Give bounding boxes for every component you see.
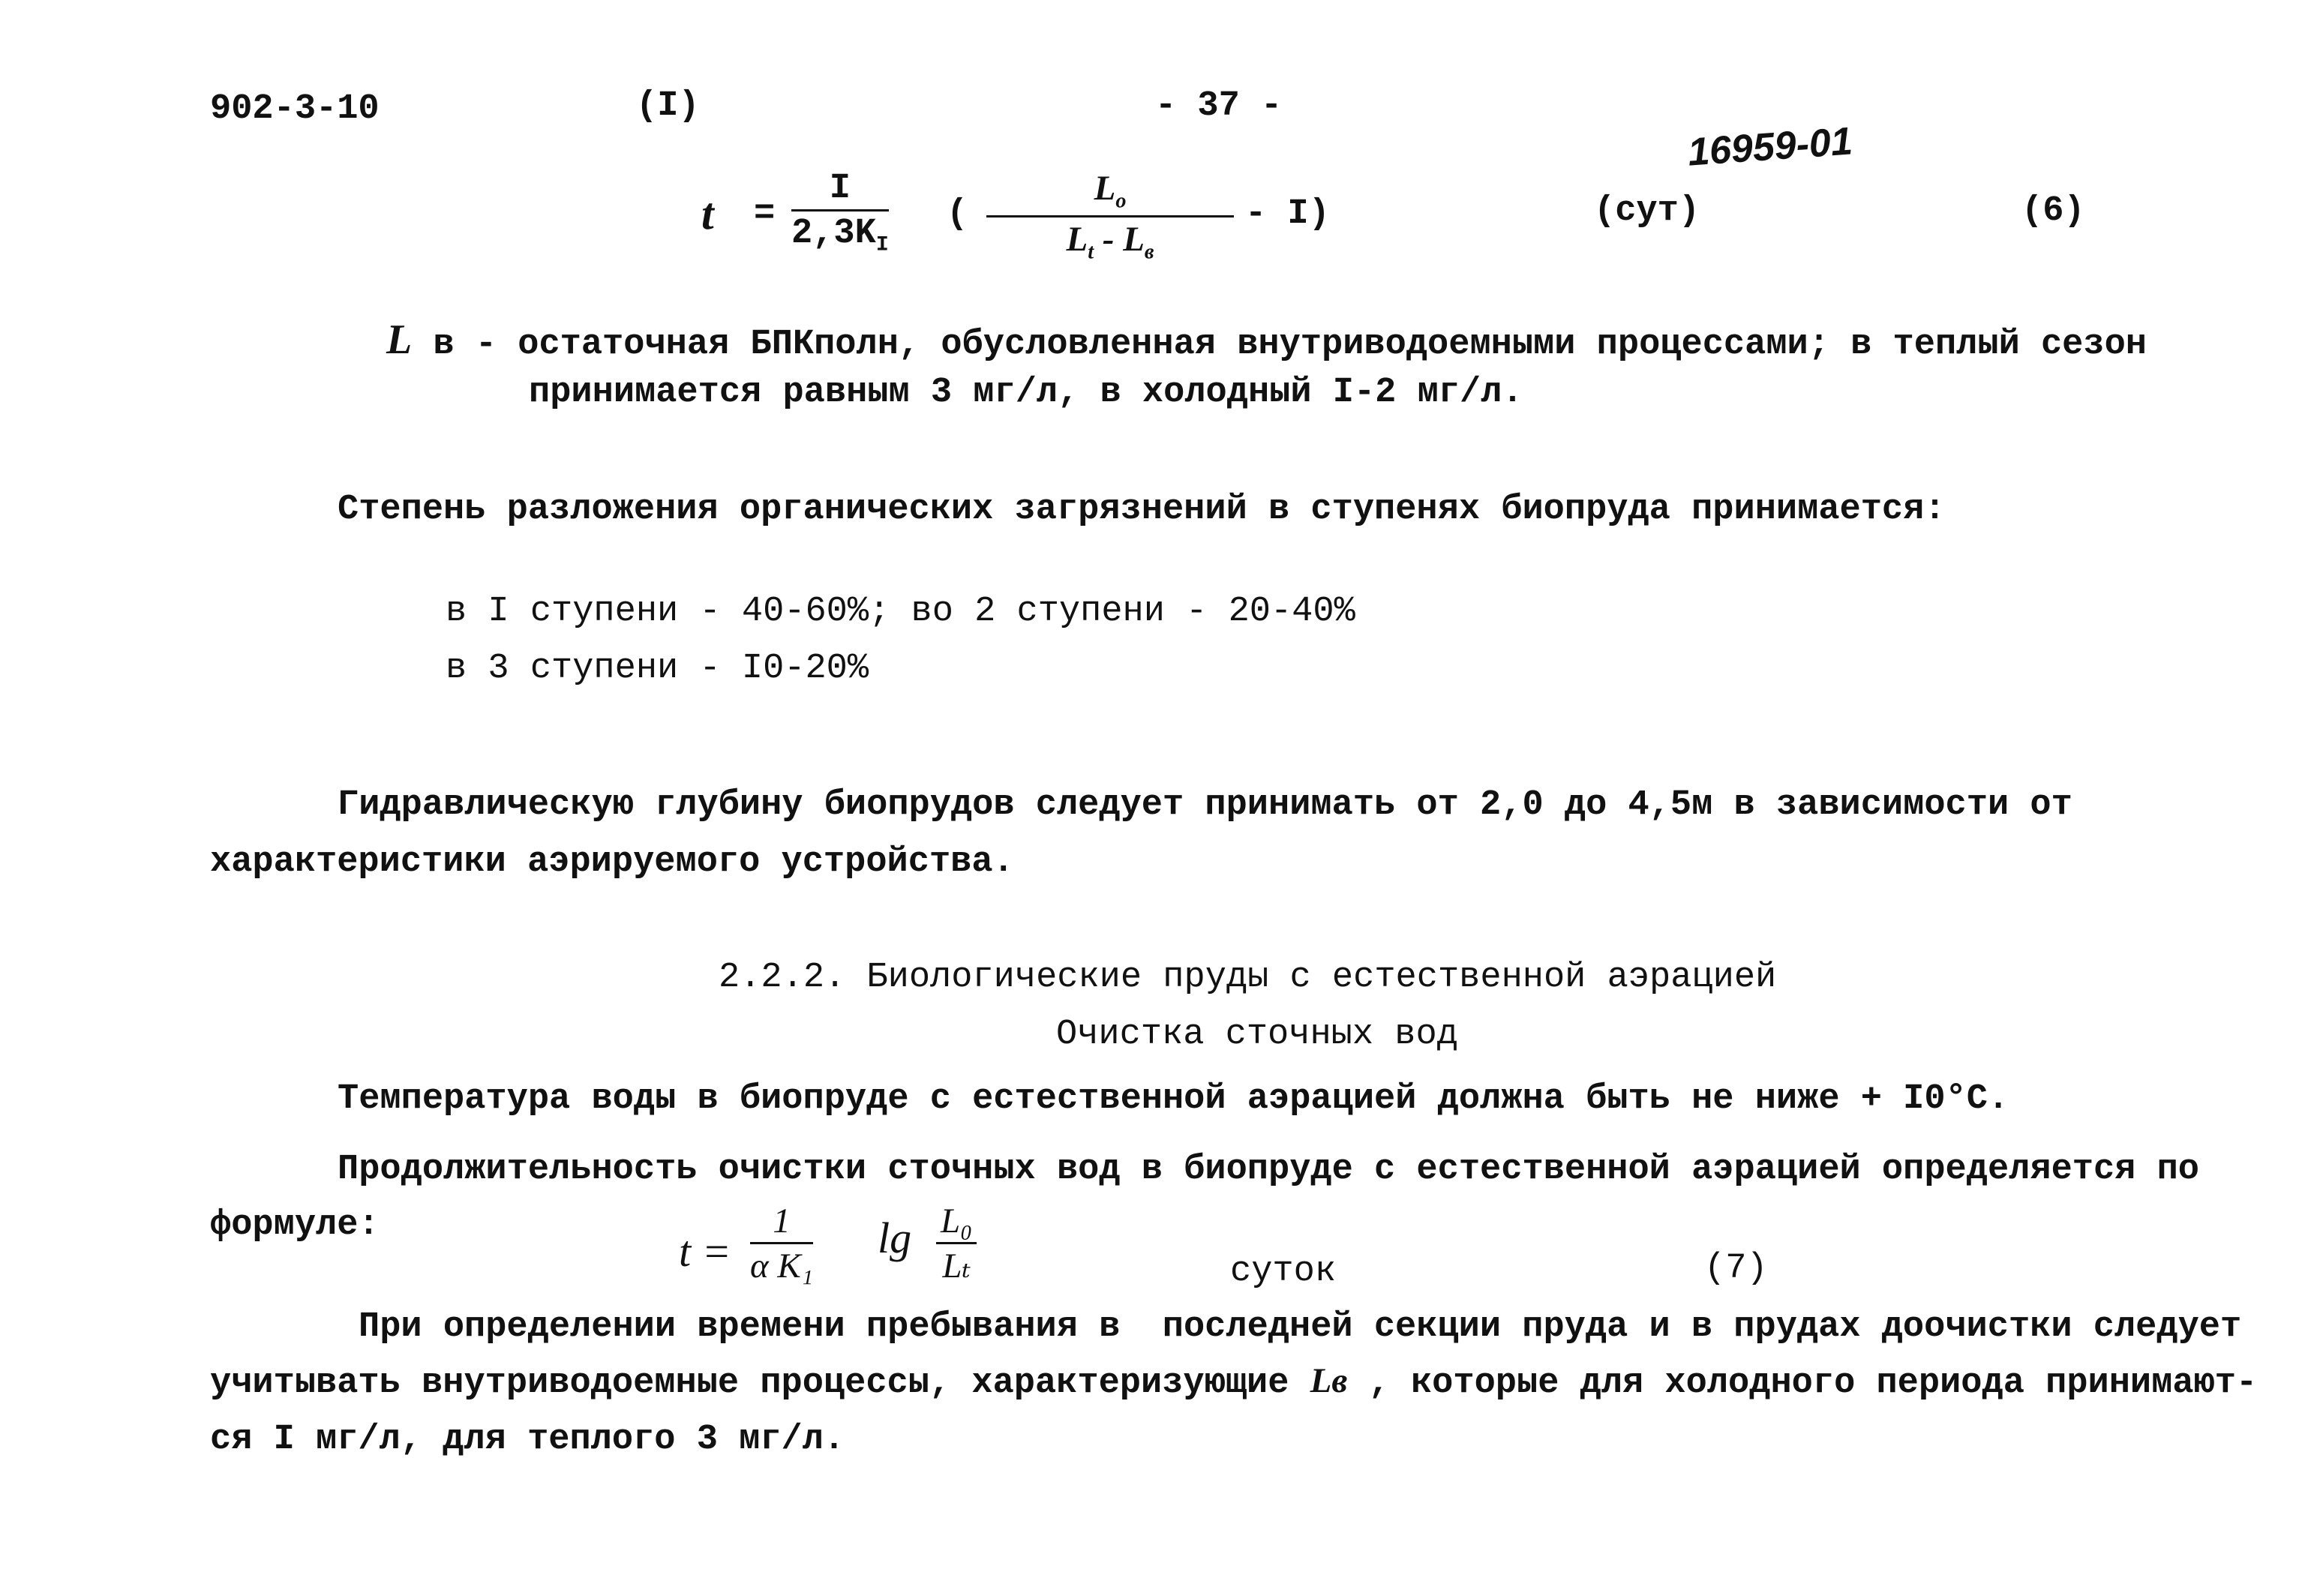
den-sub1: t: [1088, 239, 1094, 263]
duration-line-2: формуле:: [210, 1205, 380, 1245]
minus-one: - I): [1245, 194, 1330, 234]
degree-intro: Степень разложения органических загрязнений в ступенях биопруда принимается:: [338, 490, 1946, 530]
formula7-number: (7): [1704, 1249, 1768, 1288]
num-L: L: [1094, 169, 1116, 208]
formula7-coef: [750, 1204, 813, 1284]
den-minus: -: [1094, 219, 1124, 259]
page-number: - 37 -: [1155, 86, 1283, 126]
coef-denominator: 2,3K: [791, 214, 876, 254]
den-L2: L: [1123, 219, 1145, 259]
coef7-den: α K₁: [750, 1246, 814, 1286]
duration-line-1: Продолжительность очистки сточных вод в биопруде с естественной аэрацией определяется по: [338, 1150, 2200, 1190]
formula-number: (6): [2021, 191, 2085, 231]
definition-line-2: принимается равным 3 мг/л, в холодный I-2 мг/л.: [529, 373, 1523, 412]
closing-text-b: , которые для холодного периода принимают-: [1347, 1364, 2258, 1403]
degree-line: в I ступени - 40-60%; во 2 ступени - 20-40%: [446, 592, 1355, 632]
coefficient-fraction: [791, 171, 889, 256]
formula7-log: lg: [878, 1214, 912, 1262]
coef-sub: I: [875, 233, 889, 257]
closing-line-3: ся I мг/л, для теплого 3 мг/л.: [210, 1420, 845, 1460]
depth-line-2: характеристики аэрируемого устройства.: [210, 842, 1014, 882]
definition-text: в - остаточная БПКполн, обусловленная внутриводоемными процессами; в теплый сезон: [412, 325, 2147, 364]
formula7-lhs: t =: [679, 1227, 731, 1276]
closing-line-1: При определении времени пребывания в последней секции пруда и в прудах доочистки следует: [359, 1307, 2242, 1347]
formula-eq: =: [754, 194, 776, 234]
formula-lhs: t: [701, 189, 714, 238]
den-sub2: в: [1144, 239, 1154, 263]
archive-stamp: 16959-01: [1686, 119, 1854, 175]
symbol-L: L: [386, 316, 413, 363]
closing-line-2: [210, 1361, 2258, 1403]
open-paren: (: [947, 194, 968, 234]
section-subtitle: Очистка сточных вод: [1056, 1015, 1458, 1054]
formula7-fraction: [936, 1204, 977, 1284]
depth-line-1: Гидравлическую глубину биопрудов следует принимать от 2,0 до 4,5м в зависимости от: [338, 785, 2072, 825]
frac7-den: Lₜ: [942, 1246, 971, 1286]
coef-numerator: I: [791, 171, 889, 212]
definition-line-1: [386, 316, 2147, 364]
den-L1: L: [1066, 219, 1088, 259]
frac7-num: L₀: [936, 1204, 977, 1244]
degree-line: в 3 ступени - I0-20%: [446, 649, 869, 688]
bod-fraction: [986, 171, 1234, 262]
volume-number: (I): [636, 86, 700, 126]
formula7-unit: суток: [1230, 1252, 1337, 1292]
symbol-Lb: Lв: [1310, 1361, 1348, 1400]
coef7-num: 1: [750, 1204, 813, 1244]
closing-text-a: учитывать внутриводоемные процессы, характеризующие: [210, 1364, 1310, 1403]
num-sub: o: [1115, 189, 1127, 213]
section-title: 2.2.2. Биологические пруды с естественной аэрацией: [719, 958, 1777, 998]
temperature-text: Температура воды в биопруде с естественной аэрацией должна быть не ниже + I0°C.: [338, 1079, 2009, 1119]
doc-code: 902-3-10: [210, 89, 380, 129]
formula-unit: (сут): [1594, 191, 1700, 231]
